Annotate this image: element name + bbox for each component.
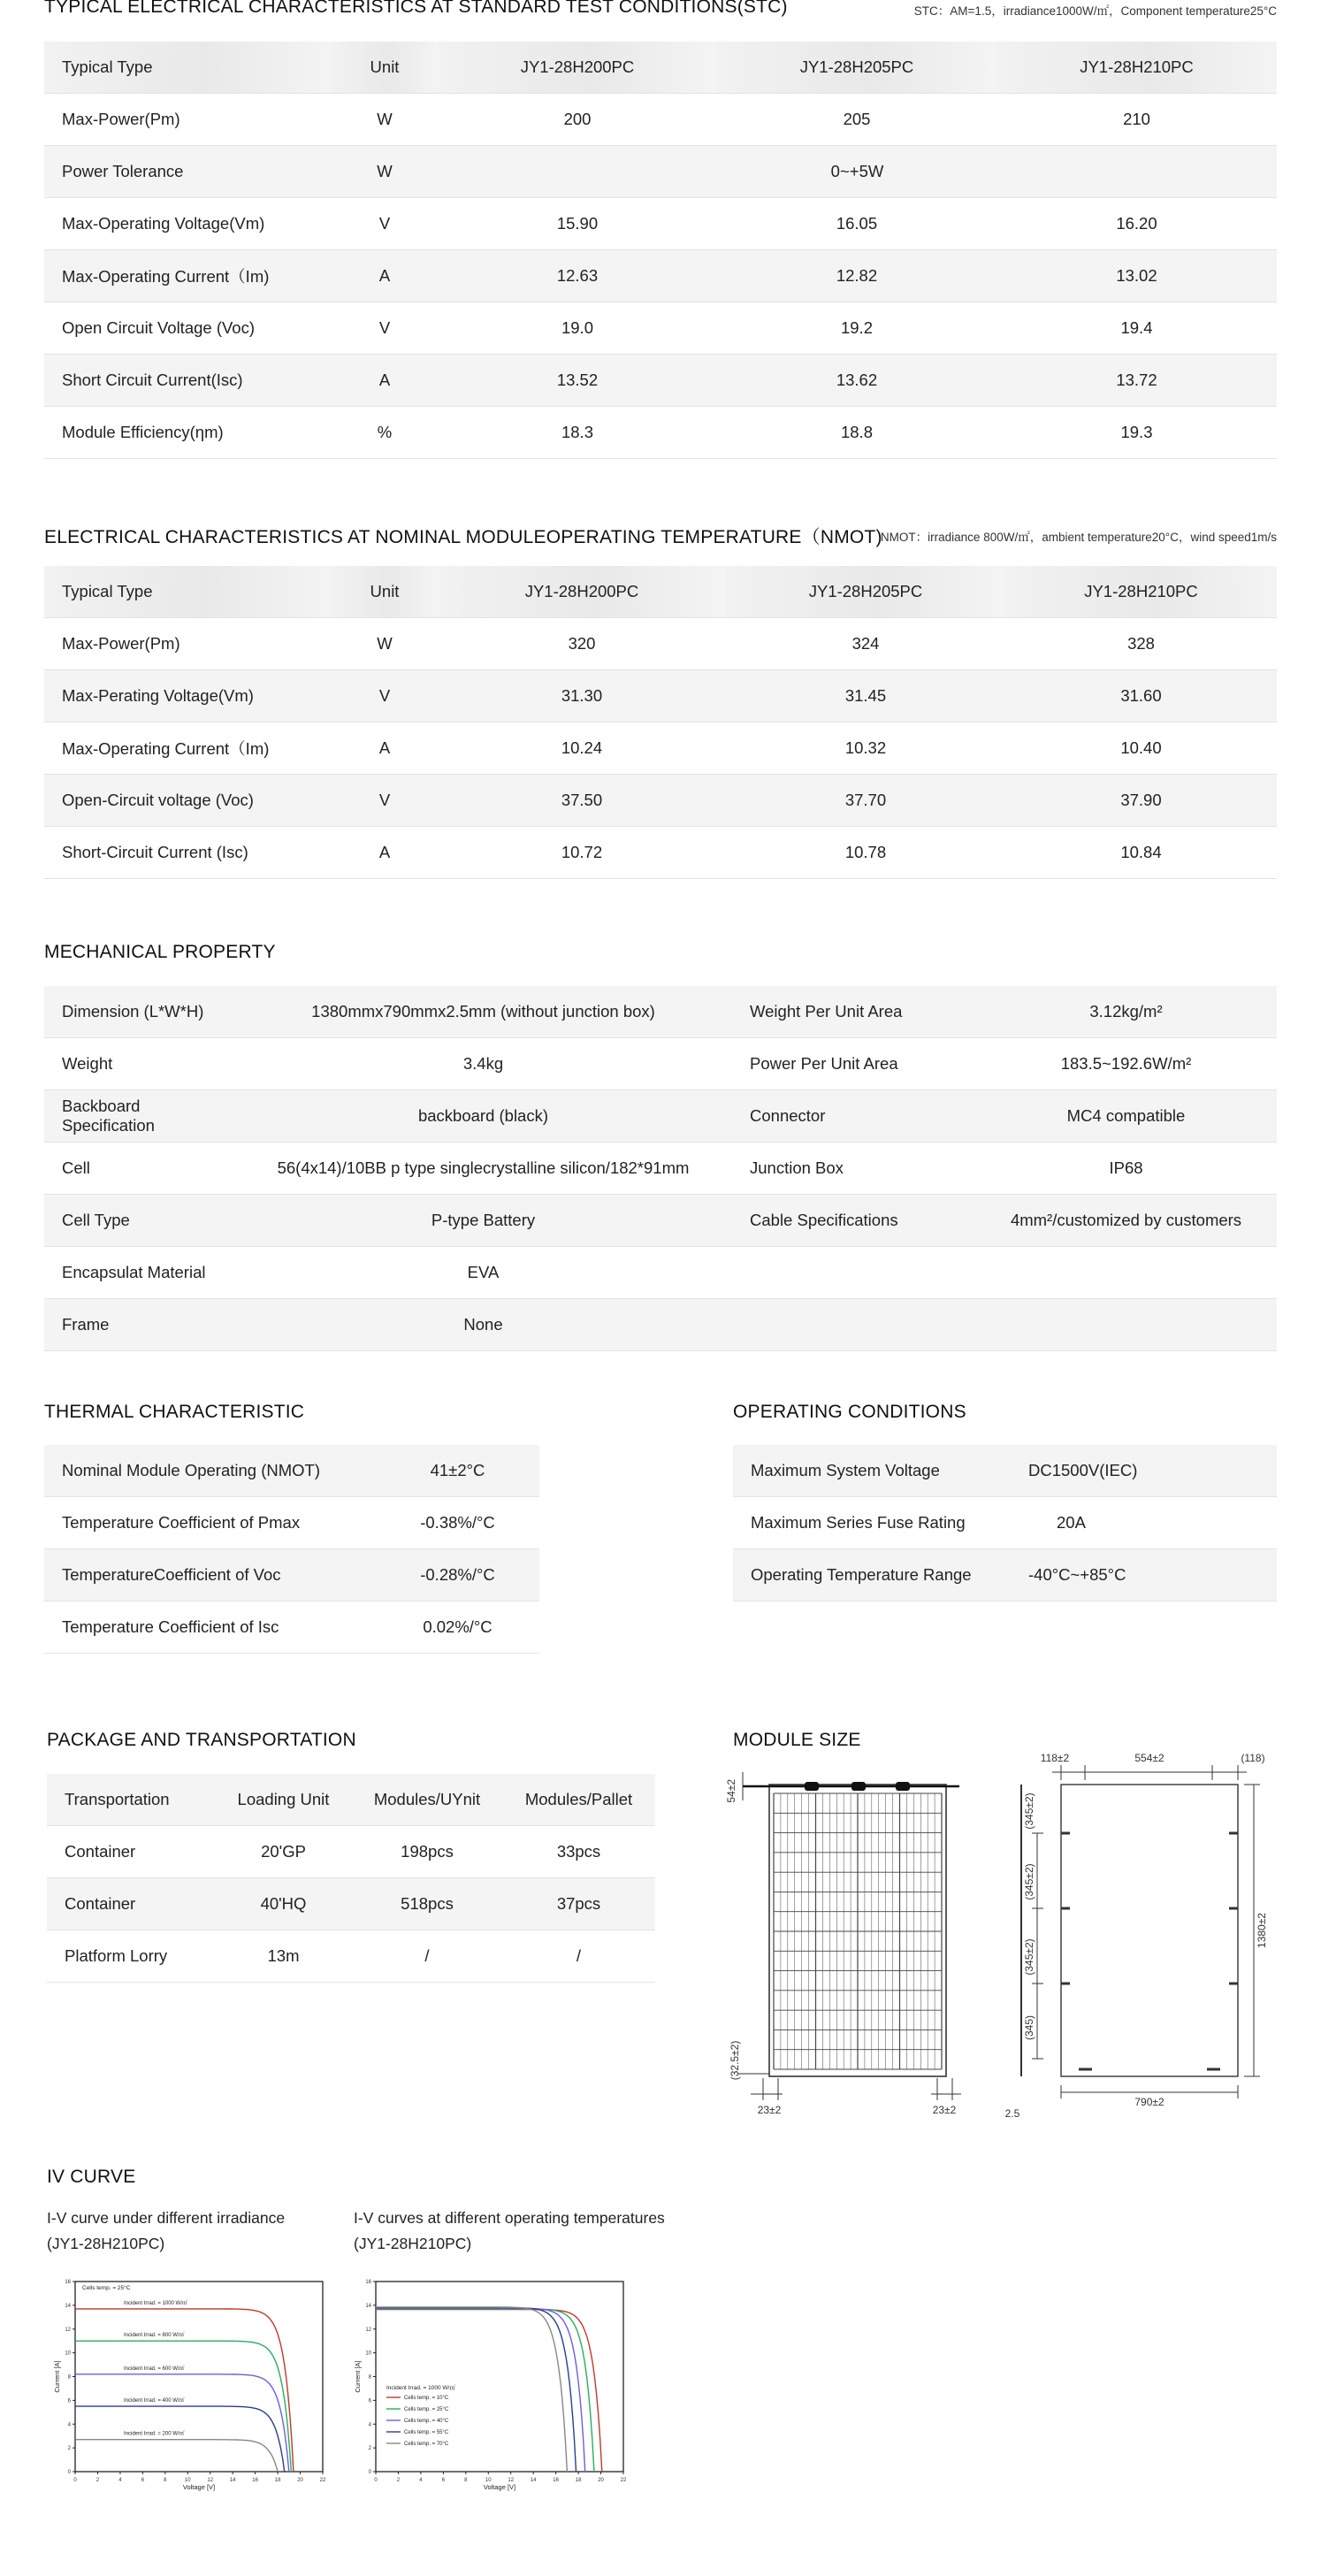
series-label: Incident Irrad. = 1000 W/㎡ (124, 2300, 187, 2306)
table-row (44, 1195, 1277, 1247)
param-unit: W (332, 146, 438, 198)
property-name: Encapsulat Material (44, 1247, 234, 1299)
x-tick-label: 0 (73, 2478, 77, 2483)
param-value: 0~+5W (438, 146, 1277, 198)
y-tick-label: 0 (67, 2470, 71, 2475)
x-tick-label: 16 (252, 2478, 258, 2483)
table-header-row (47, 1774, 655, 1826)
param-unit: A (332, 250, 438, 302)
table-row (44, 146, 1277, 198)
cell: Container (47, 1826, 215, 1878)
param-value: 31.60 (1005, 670, 1277, 722)
table-row (44, 618, 1277, 670)
y-tick-label: 16 (365, 2280, 371, 2285)
x-tick-label: 8 (464, 2478, 468, 2483)
param-value: 12.63 (438, 250, 717, 302)
table-header-row (44, 42, 1277, 94)
table-row (733, 1549, 1277, 1601)
header-cell: Typical Type (44, 42, 332, 94)
legend-label: Cells temp. = 40°C (404, 2419, 449, 2424)
module-size-title: MODULE SIZE (733, 1730, 861, 1750)
param-unit: V (332, 775, 438, 827)
dim-label: 23±2 (757, 2104, 782, 2116)
x-tick-label: 10 (485, 2478, 492, 2483)
property-value: 183.5~192.6W/m² (975, 1038, 1277, 1090)
y-tick-label: 16 (65, 2280, 71, 2285)
table-row (44, 827, 1277, 879)
table-row (44, 1497, 539, 1549)
property-value: -0.38%/°C (376, 1497, 539, 1549)
param-value: 324 (726, 618, 1005, 670)
param-value: 19.3 (996, 407, 1277, 459)
property-name: Maximum System Voltage (733, 1445, 1025, 1497)
param-value: 19.4 (996, 302, 1277, 355)
y-tick-label: 4 (368, 2422, 371, 2428)
property-value: -0.28%/°C (376, 1549, 539, 1601)
header-cell: Transportation (47, 1774, 215, 1826)
param-value: 16.05 (717, 198, 996, 250)
param-value: 10.72 (438, 827, 726, 879)
property-name: Temperature Coefficient of Pmax (44, 1497, 376, 1549)
param-name: Short Circuit Current(Isc) (44, 355, 332, 407)
y-tick-label: 12 (65, 2327, 71, 2333)
legend-label: Cells temp. = 55°C (404, 2430, 449, 2435)
iv-right-caption (354, 2205, 665, 2257)
param-unit: V (332, 302, 438, 355)
x-axis-label: Voltage [V] (182, 2483, 216, 2491)
series-label: Incident Irrad. = 200 W/㎡ (124, 2431, 185, 2437)
iv-chart-irradiance (49, 2273, 332, 2503)
param-name: Max-Operating Voltage(Vm) (44, 198, 332, 250)
param-value: 13.52 (438, 355, 717, 407)
legend-label: Cells temp. = 25°C (404, 2407, 449, 2412)
mechanical-title: MECHANICAL PROPERTY (44, 942, 276, 962)
header-cell: Typical Type (44, 566, 332, 618)
x-tick-label: 4 (118, 2478, 122, 2483)
header-cell: Unit (332, 42, 438, 94)
header-cell: JY1-28H210PC (996, 42, 1277, 94)
table-row (44, 250, 1277, 302)
cell: / (502, 1930, 655, 1983)
table-row (44, 302, 1277, 355)
param-value: 10.32 (726, 722, 1005, 775)
property-name: Weight (44, 1038, 234, 1090)
y-axis-label: Current [A] (53, 2360, 61, 2393)
dim-label: 23±2 (932, 2104, 957, 2116)
dim-label: (118) (1241, 1752, 1265, 1764)
header-cell: Unit (332, 566, 438, 618)
table-row (44, 1090, 1277, 1143)
legend-label: Cells temp. = 10°C (404, 2396, 449, 2401)
y-tick-label: 0 (368, 2470, 371, 2475)
cell: Container (47, 1878, 215, 1930)
property-value: backboard (black) (234, 1090, 732, 1143)
param-value: 37.90 (1005, 775, 1277, 827)
operating-title: OPERATING CONDITIONS (733, 1402, 966, 1422)
table-row (44, 355, 1277, 407)
property-name (732, 1299, 975, 1351)
operating-table (733, 1445, 1277, 1601)
nmot-title: ELECTRICAL CHARACTERISTICS AT NOMINAL MODULEOPERATING TEMPERATURE（NMOT) (44, 527, 882, 547)
param-value: 16.20 (996, 198, 1277, 250)
y-tick-label: 4 (67, 2422, 71, 2428)
chart-annotation: Cells temp. = 25°C (82, 2285, 131, 2291)
property-value (975, 1299, 1277, 1351)
param-value: 37.70 (726, 775, 1005, 827)
table-row (44, 1549, 539, 1601)
table-row (44, 94, 1277, 146)
header-cell: Modules/UYnit (352, 1774, 502, 1826)
mechanical-table (44, 986, 1277, 1351)
iv-chart-temperature (349, 2273, 632, 2503)
param-name: Open-Circuit voltage (Voc) (44, 775, 332, 827)
property-value: None (234, 1299, 732, 1351)
cell: 37pcs (502, 1878, 655, 1930)
x-tick-label: 16 (553, 2478, 559, 2483)
property-name (732, 1247, 975, 1299)
property-name: Cable Specifications (732, 1195, 975, 1247)
param-value: 15.90 (438, 198, 717, 250)
param-value: 10.40 (1005, 722, 1277, 775)
cell: 20'GP (215, 1826, 352, 1878)
table-row (733, 1497, 1277, 1549)
property-name: Backboard Specification (44, 1090, 234, 1143)
property-name: Junction Box (732, 1143, 975, 1195)
x-tick-label: 22 (319, 2478, 326, 2483)
param-unit: W (332, 618, 438, 670)
param-unit: A (332, 722, 438, 775)
property-value: P-type Battery (234, 1195, 732, 1247)
property-value: 20A (1025, 1497, 1277, 1549)
x-tick-label: 20 (297, 2478, 303, 2483)
stc-conditions: STC：AM=1.5，irradiance1000W/㎡，Component temperature25°C (913, 4, 1277, 18)
param-value: 13.72 (996, 355, 1277, 407)
dim-label: 554±2 (1134, 1752, 1164, 1764)
nmot-conditions: NMOT：irradiance 800W/㎡，ambient temperature20°C，wind speed1m/s (880, 531, 1277, 544)
nmot-table (44, 566, 1277, 879)
header-cell: JY1-28H200PC (438, 42, 717, 94)
table-row (44, 722, 1277, 775)
param-value: 19.2 (717, 302, 996, 355)
property-name: TemperatureCoefficient of Voc (44, 1549, 376, 1601)
chart-annotation: Incident Irrad. = 1000 W/㎡ (386, 2385, 455, 2391)
y-tick-label: 10 (65, 2351, 71, 2357)
param-name: Power Tolerance (44, 146, 332, 198)
y-tick-label: 2 (67, 2446, 71, 2452)
param-unit: V (332, 198, 438, 250)
property-value: -40°C~+85°C (1025, 1549, 1277, 1601)
x-tick-label: 14 (229, 2478, 236, 2483)
param-name: Short-Circuit Current (Isc) (44, 827, 332, 879)
cell: 518pcs (352, 1878, 502, 1930)
iv-left-caption (47, 2205, 285, 2257)
x-tick-label: 8 (164, 2478, 167, 2483)
property-value: IP68 (975, 1143, 1277, 1195)
header-cell: JY1-28H200PC (438, 566, 726, 618)
table-row (44, 1143, 1277, 1195)
table-row (44, 1038, 1277, 1090)
property-name: Frame (44, 1299, 234, 1351)
property-value: 3.4kg (234, 1038, 732, 1090)
dim-label: 118±2 (1040, 1752, 1070, 1764)
param-name: Max-Power(Pm) (44, 94, 332, 146)
table-row (44, 1445, 539, 1497)
x-tick-label: 22 (620, 2478, 627, 2483)
dim-label: 1380±2 (1256, 1913, 1268, 1948)
junction-box-icon (896, 1782, 910, 1791)
param-name: Max-Perating Voltage(Vm) (44, 670, 332, 722)
dim-label: 54±2 (725, 1779, 737, 1803)
table-row (44, 775, 1277, 827)
caption-line: (JY1-28H210PC) (47, 2235, 165, 2252)
param-name: Max-Operating Current（Im) (44, 250, 332, 302)
header-cell: JY1-28H205PC (726, 566, 1005, 618)
param-value: 200 (438, 94, 717, 146)
y-tick-label: 6 (368, 2398, 371, 2404)
param-value: 10.78 (726, 827, 1005, 879)
property-name: Cell (44, 1143, 234, 1195)
series-line (75, 2374, 289, 2472)
y-tick-label: 12 (365, 2327, 371, 2333)
series-label: Incident Irrad. = 600 W/㎡ (124, 2366, 185, 2372)
table-row (44, 1299, 1277, 1351)
property-value: EVA (234, 1247, 732, 1299)
property-value: MC4 compatible (975, 1090, 1277, 1143)
x-tick-label: 10 (184, 2478, 191, 2483)
module-back-drawing (995, 1749, 1278, 2125)
junction-box-icon (805, 1782, 819, 1791)
param-unit: W (332, 94, 438, 146)
property-value (975, 1247, 1277, 1299)
dim-label: 2.5 (1004, 2107, 1020, 2120)
param-value: 210 (996, 94, 1277, 146)
x-tick-label: 2 (95, 2478, 100, 2483)
x-tick-label: 6 (141, 2478, 145, 2483)
property-name: Operating Temperature Range (733, 1549, 1025, 1601)
table-header-row (44, 566, 1277, 618)
header-cell: Loading Unit (215, 1774, 352, 1826)
caption-line: I-V curves at different operating temperatures (354, 2209, 665, 2227)
cell: 33pcs (502, 1826, 655, 1878)
param-value: 205 (717, 94, 996, 146)
cell: Platform Lorry (47, 1930, 215, 1983)
cell: / (352, 1930, 502, 1983)
param-name: Max-Power(Pm) (44, 618, 332, 670)
table-row (47, 1930, 655, 1983)
dim-label: (345±2) (1023, 1792, 1035, 1830)
param-value: 13.02 (996, 250, 1277, 302)
y-tick-label: 14 (365, 2303, 371, 2309)
property-name: Dimension (L*W*H) (44, 986, 234, 1038)
param-value: 12.82 (717, 250, 996, 302)
param-unit: A (332, 355, 438, 407)
package-table (47, 1774, 655, 1983)
iv-title: IV CURVE (47, 2167, 136, 2187)
x-tick-label: 14 (530, 2478, 537, 2483)
x-tick-label: 12 (508, 2478, 515, 2483)
caption-line: (JY1-28H210PC) (354, 2235, 472, 2252)
caption-line: I-V curve under different irradiance (47, 2209, 286, 2227)
y-tick-label: 10 (365, 2351, 371, 2357)
table-row (44, 198, 1277, 250)
x-axis-label: Voltage [V] (483, 2483, 516, 2491)
y-tick-label: 8 (368, 2374, 371, 2381)
stc-table (44, 42, 1277, 459)
property-name: Maximum Series Fuse Rating (733, 1497, 1025, 1549)
x-tick-label: 0 (374, 2478, 378, 2483)
dim-label: (32.5±2) (729, 2040, 741, 2081)
module-frame (1061, 1785, 1238, 2076)
table-row (47, 1826, 655, 1878)
cell: 13m (215, 1930, 352, 1983)
y-tick-label: 14 (65, 2303, 71, 2309)
param-unit: A (332, 827, 438, 879)
param-name: Module Efficiency(ηm) (44, 407, 332, 459)
param-value: 18.8 (717, 407, 996, 459)
property-value: 1380mmx790mmx2.5mm (without junction box) (234, 986, 732, 1038)
x-tick-label: 6 (441, 2478, 446, 2483)
table-row (44, 1601, 539, 1654)
series-label: Incident Irrad. = 800 W/㎡ (124, 2333, 185, 2339)
property-name: Nominal Module Operating (NMOT) (44, 1445, 376, 1497)
y-tick-label: 8 (67, 2374, 71, 2381)
param-value: 320 (438, 618, 726, 670)
legend-label: Cells temp. = 70°C (404, 2442, 449, 2447)
param-value: 10.24 (438, 722, 726, 775)
param-name: Max-Operating Current（Im) (44, 722, 332, 775)
param-unit: % (332, 407, 438, 459)
param-value: 18.3 (438, 407, 717, 459)
param-value: 10.84 (1005, 827, 1277, 879)
property-value: 3.12kg/m² (975, 986, 1277, 1038)
param-value: 13.62 (717, 355, 996, 407)
param-value: 31.30 (438, 670, 726, 722)
x-tick-label: 2 (396, 2478, 401, 2483)
y-axis-label: Current [A] (354, 2360, 362, 2393)
param-value: 328 (1005, 618, 1277, 670)
param-name: Open Circuit Voltage (Voc) (44, 302, 332, 355)
property-value: 0.02%/°C (376, 1601, 539, 1654)
property-name: Connector (732, 1090, 975, 1143)
property-name: Weight Per Unit Area (732, 986, 975, 1038)
dim-label: (345±2) (1023, 1938, 1035, 1976)
header-cell: JY1-28H205PC (717, 42, 996, 94)
series-line (75, 2440, 278, 2472)
property-name: Cell Type (44, 1195, 234, 1247)
property-value: 4mm²/customized by customers (975, 1195, 1277, 1247)
property-value: DC1500V(IEC) (1025, 1445, 1277, 1497)
y-tick-label: 6 (67, 2398, 71, 2404)
x-tick-label: 18 (274, 2478, 281, 2483)
x-tick-label: 4 (419, 2478, 423, 2483)
cell: 198pcs (352, 1826, 502, 1878)
module-front-drawing (725, 1760, 968, 2122)
junction-box-icon (851, 1782, 866, 1791)
y-tick-label: 2 (368, 2446, 371, 2452)
param-value: 19.0 (438, 302, 717, 355)
property-value: 41±2°C (376, 1445, 539, 1497)
x-tick-label: 12 (207, 2478, 214, 2483)
table-row (44, 986, 1277, 1038)
dim-label: 790±2 (1134, 2096, 1164, 2108)
property-name: Power Per Unit Area (732, 1038, 975, 1090)
dim-label: (345) (1023, 2014, 1035, 2041)
dim-label: (345±2) (1023, 1863, 1035, 1900)
param-unit: V (332, 670, 438, 722)
property-name: Temperature Coefficient of Isc (44, 1601, 376, 1654)
x-tick-label: 20 (598, 2478, 604, 2483)
header-cell: Modules/Pallet (502, 1774, 655, 1826)
param-value: 31.45 (726, 670, 1005, 722)
thermal-title: THERMAL CHARACTERISTIC (44, 1402, 305, 1422)
property-value: 56(4x14)/10BB p type singlecrystalline silicon/182*91mm (234, 1143, 732, 1195)
thermal-table (44, 1445, 539, 1654)
table-row (44, 670, 1277, 722)
table-row (47, 1878, 655, 1930)
package-title: PACKAGE AND TRANSPORTATION (47, 1730, 356, 1750)
header-cell: JY1-28H210PC (1005, 566, 1277, 618)
param-value: 37.50 (438, 775, 726, 827)
cell: 40'HQ (215, 1878, 352, 1930)
table-row (733, 1445, 1277, 1497)
table-row (44, 1247, 1277, 1299)
series-label: Incident Irrad. = 400 W/㎡ (124, 2398, 185, 2404)
x-tick-label: 18 (575, 2478, 582, 2483)
table-row (44, 407, 1277, 459)
stc-title: TYPICAL ELECTRICAL CHARACTERISTICS AT STANDARD TEST CONDITIONS(STC) (44, 0, 788, 17)
